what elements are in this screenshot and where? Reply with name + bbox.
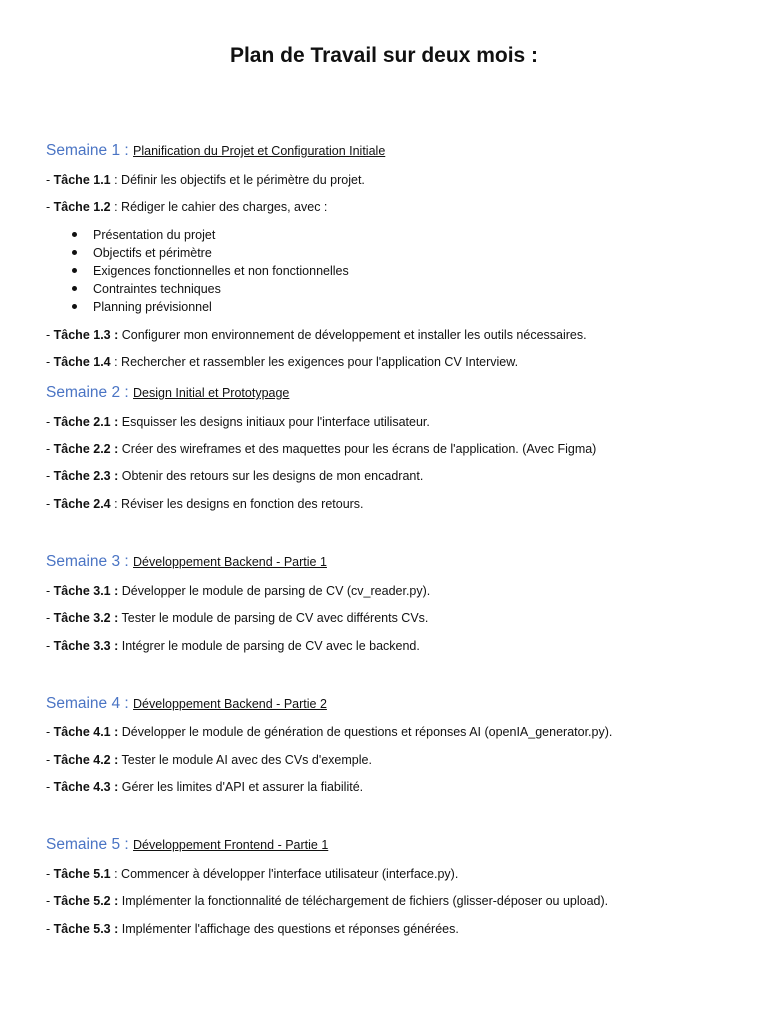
- task-1-2: - Tâche 1.2 : Rédiger le cahier des charges, avec :: [46, 200, 328, 214]
- task-5-1: - Tâche 5.1 : Commencer à développer l'interface utilisateur (interface.py).: [46, 867, 459, 881]
- bullet-icon: [72, 250, 77, 255]
- task-5-3: - Tâche 5.3 : Implémenter l'affichage des questions et réponses générées.: [46, 922, 459, 936]
- week-3-heading: [46, 553, 327, 571]
- week-2-heading: [46, 384, 289, 402]
- list-item: Objectifs et périmètre: [70, 244, 349, 262]
- week-subtitle: Développement Backend - Partie 2: [133, 697, 327, 711]
- bullet-icon: [72, 232, 77, 237]
- task-3-3: - Tâche 3.3 : Intégrer le module de parsing de CV avec le backend.: [46, 639, 420, 653]
- task-2-2: - Tâche 2.2 : Créer des wireframes et des maquettes pour les écrans de l'application. (Avec Figma): [46, 442, 597, 456]
- task-1-3: - Tâche 1.3 : Configurer mon environnement de développement et installer les outils nécessaires.: [46, 328, 587, 342]
- task-2-3: - Tâche 2.3 : Obtenir des retours sur les designs de mon encadrant.: [46, 469, 424, 483]
- requirements-bullet-list: [70, 226, 349, 316]
- task-4-2: - Tâche 4.2 : Tester le module AI avec des CVs d'exemple.: [46, 753, 372, 767]
- task-2-4: - Tâche 2.4 : Réviser les designs en fonction des retours.: [46, 497, 364, 511]
- list-item: Planning prévisionnel: [70, 298, 349, 316]
- task-4-3: - Tâche 4.3 : Gérer les limites d'API et assurer la fiabilité.: [46, 780, 364, 794]
- week-5-heading: [46, 836, 328, 854]
- week-subtitle: Développement Frontend - Partie 1: [133, 838, 329, 852]
- week-label: Semaine 4 :: [46, 695, 129, 712]
- week-1-heading: [46, 142, 385, 160]
- task-1-1: - Tâche 1.1 : Définir les objectifs et le périmètre du projet.: [46, 173, 365, 187]
- task-2-1: - Tâche 2.1 : Esquisser les designs initiaux pour l'interface utilisateur.: [46, 415, 430, 429]
- week-subtitle: Développement Backend - Partie 1: [133, 555, 327, 569]
- week-subtitle: Design Initial et Prototypage: [133, 386, 290, 400]
- week-label: Semaine 2 :: [46, 384, 129, 401]
- list-item: Présentation du projet: [70, 226, 349, 244]
- bullet-icon: [72, 268, 77, 273]
- week-4-heading: [46, 695, 327, 713]
- week-subtitle: Planification du Projet et Configuration Initiale: [133, 144, 386, 158]
- week-label: Semaine 5 :: [46, 836, 129, 853]
- task-3-2: - Tâche 3.2 : Tester le module de parsing de CV avec différents CVs.: [46, 611, 429, 625]
- list-item: Contraintes techniques: [70, 280, 349, 298]
- week-label: Semaine 1 :: [46, 142, 129, 159]
- task-4-1: - Tâche 4.1 : Développer le module de génération de questions et réponses AI (openIA_generator.py).: [46, 725, 613, 739]
- page-title: Plan de Travail sur deux mois :: [229, 44, 539, 67]
- task-3-1: - Tâche 3.1 : Développer le module de parsing de CV (cv_reader.py).: [46, 584, 431, 598]
- bullet-icon: [72, 304, 77, 309]
- week-label: Semaine 3 :: [46, 553, 129, 570]
- task-5-2: - Tâche 5.2 : Implémenter la fonctionnalité de téléchargement de fichiers (glisser-déposer ou upload).: [46, 894, 609, 908]
- list-item: Exigences fonctionnelles et non fonctionnelles: [70, 262, 349, 280]
- task-1-4: - Tâche 1.4 : Rechercher et rassembler les exigences pour l'application CV Interview.: [46, 355, 519, 369]
- bullet-icon: [72, 286, 77, 291]
